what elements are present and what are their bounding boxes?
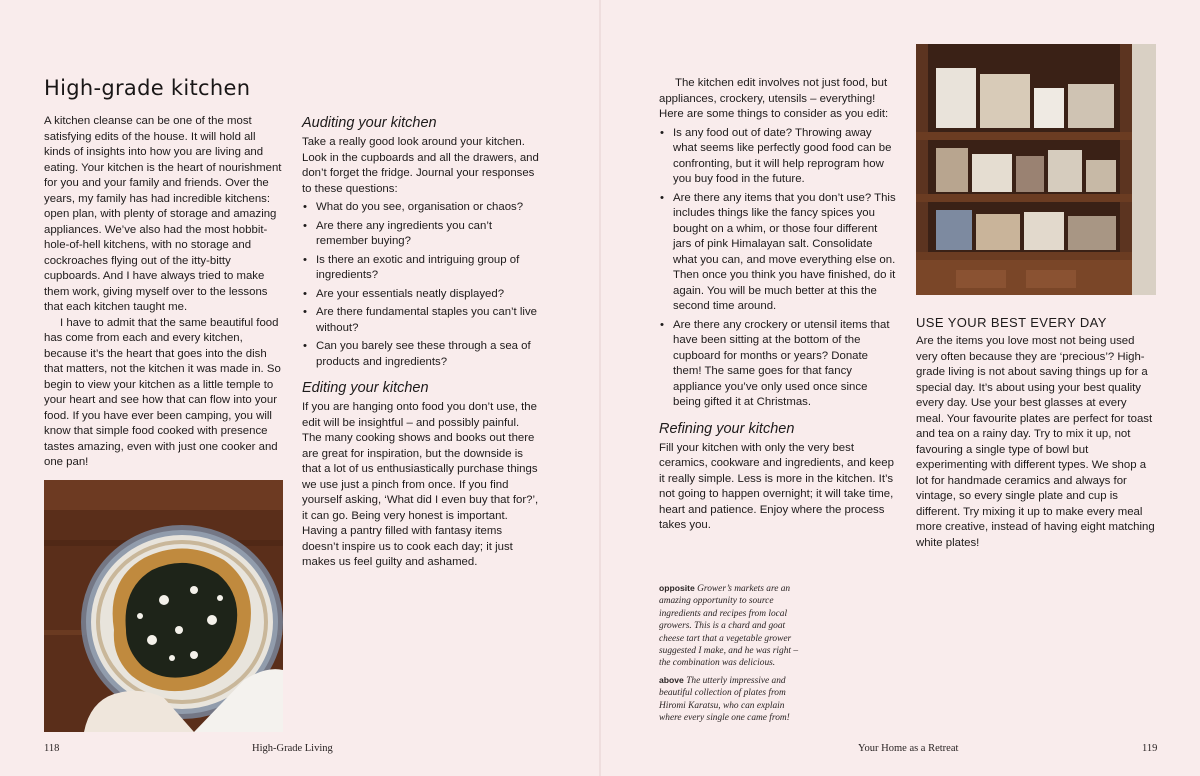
auditing-bullets xyxy=(302,200,540,370)
intro-paragraph-1: A kitchen cleanse can be one of the most satisfying edits of the house. It will hold all kinds of insights into how you are living and eating. Your kitchen is the heart of nourishment for you and your family and friends. Over the years, my family has had incredible kitchens: open plan, with plenty of storage and amazing appliances. We’ve also had the most hobbit-hole-of-hell kitchens, with no storage and cockroaches flying out of the itty-bitty cupboards. And I have always tried to make them work, giving myself over to the lessons that each kitchen taught me. xyxy=(44,115,282,313)
list-item: • Can you barely see these through a sea of products and ingredients? xyxy=(302,339,540,370)
caption-opposite-label: opposite xyxy=(659,583,695,593)
list-item: • Are your essentials neatly displayed? xyxy=(302,287,540,303)
edit-bullets xyxy=(659,126,897,411)
best-every-day-heading: USE YOUR BEST EVERY DAY xyxy=(916,315,1107,330)
caption-above-label: above xyxy=(659,674,684,685)
list-item: • Are there any ingredients you can’t remember buying? xyxy=(302,219,540,250)
edit-column xyxy=(659,76,897,534)
running-head-right: Your Home as a Retreat xyxy=(858,743,959,754)
shelves-photo xyxy=(916,44,1156,295)
list-item: • Are there fundamental staples you can’t live without? xyxy=(302,305,540,336)
page-title: High-grade kitchen xyxy=(44,76,251,100)
editing-heading: Editing your kitchen xyxy=(302,380,429,396)
intro-column xyxy=(44,114,282,471)
page-number-right: 119 xyxy=(1142,743,1158,754)
intro-paragraph-2: I have to admit that the same beautiful food has come from each and every kitchen, because it’s the heart that goes into the dish that matters, not the kitchen it was made in. So begin to view your kitchen as a little temple to your heart and see how that can flow into your food. If you have ever been camping, you will know that simple food cooked with presence tastes amazing, even with just one cooker and one pan! xyxy=(44,316,281,468)
edit-intro: The kitchen edit involves not just food, but appliances, crockery, utensils – everything! Here are some things to consider as you edit: xyxy=(659,77,889,120)
caption-above xyxy=(659,674,809,725)
photo-captions xyxy=(659,582,809,728)
list-item: • Are there any items that you don’t use? This includes things like the fancy spices you bought on a whim, or those four different jars of pink Himalayan salt. Consolidate what you can, and move everything else on. Then once you think you have finished, do it again. You will be much better at this the second time around. xyxy=(659,191,897,315)
auditing-text: Take a really good look around your kitchen. Look in the cupboards and all the drawers, and don’t forget the fridge. Journal your responses to these questions: xyxy=(302,136,539,195)
tart-photo-icon xyxy=(44,480,283,732)
caption-opposite xyxy=(659,582,809,670)
list-item: • Are there any crockery or utensil items that have been sitting at the bottom of the cupboard for months or years? Donate them! The same goes for that fancy appliance you’ve only used once since being gifted it at Christmas. xyxy=(659,318,897,411)
editing-text: If you are hanging onto food you don’t use, the edit will be insightful – and possibly painful. The many cooking shows and books out there are great for inspiration, but the downside is that a lot of us enthusiastically purchase things we use just a pinch from once. If you find yourself asking, ‘What did I even buy that for?’, it can go. Being very honest is important. Having a pantry filled with fantasy items doesn’t inspire us to cook each day; it just makes us feel guilty and ashamed. xyxy=(302,401,539,568)
caption-opposite-text: Grower’s markets are an amazing opportunity to source ingredients and recipes from local growers. This is a chard and goat cheese tart that a vegetable grower suggested I make, and he was right – the combination was delicious. xyxy=(659,584,799,669)
list-item: • Is there an exotic and intriguing group of ingredients? xyxy=(302,253,540,284)
tart-photo xyxy=(44,480,283,732)
caption-above-text: The utterly impressive and beautiful collection of plates from Hiromi Karatsu, who can explain where every single one came from! xyxy=(659,675,790,724)
running-head-left: High-Grade Living xyxy=(252,743,333,754)
best-every-day-column xyxy=(916,314,1156,551)
list-item: • Is any food out of date? Throwing away what seems like perfectly good food can be confronting, but it will help reprogram how you buy food in the future. xyxy=(659,126,897,188)
refining-text: Fill your kitchen with only the very best ceramics, cookware and ingredients, and keep it really simple. Less is more in the kitchen. It’s not going to happen overnight; it will take time, heart and patience. Enjoy where the process takes you. xyxy=(659,441,894,531)
list-item: • What do you see, organisation or chaos? xyxy=(302,200,540,216)
best-every-day-text: Are the items you love most not being used very often because they are ‘precious’? High-grade living is not about saving things up for a special day. It’s about using your best quality every day. Use your best glasses at every meal. Your favourite plates are perfect for toast and tea on a rainy day. Try to mix it up, not favouring a single type of bowl but experimenting with different types. We shop a lot for handmade ceramics and always for vintage, so every single plate and cup is different. Try mixing it up to make every meal more creative, instead of having eight matching white plates! xyxy=(916,335,1155,549)
refining-heading: Refining your kitchen xyxy=(659,420,795,437)
page-number-left: 118 xyxy=(44,743,60,754)
shelves-photo-icon xyxy=(916,44,1156,295)
auditing-column xyxy=(302,114,540,571)
auditing-heading: Auditing your kitchen xyxy=(302,115,437,131)
page-gutter xyxy=(599,0,601,776)
